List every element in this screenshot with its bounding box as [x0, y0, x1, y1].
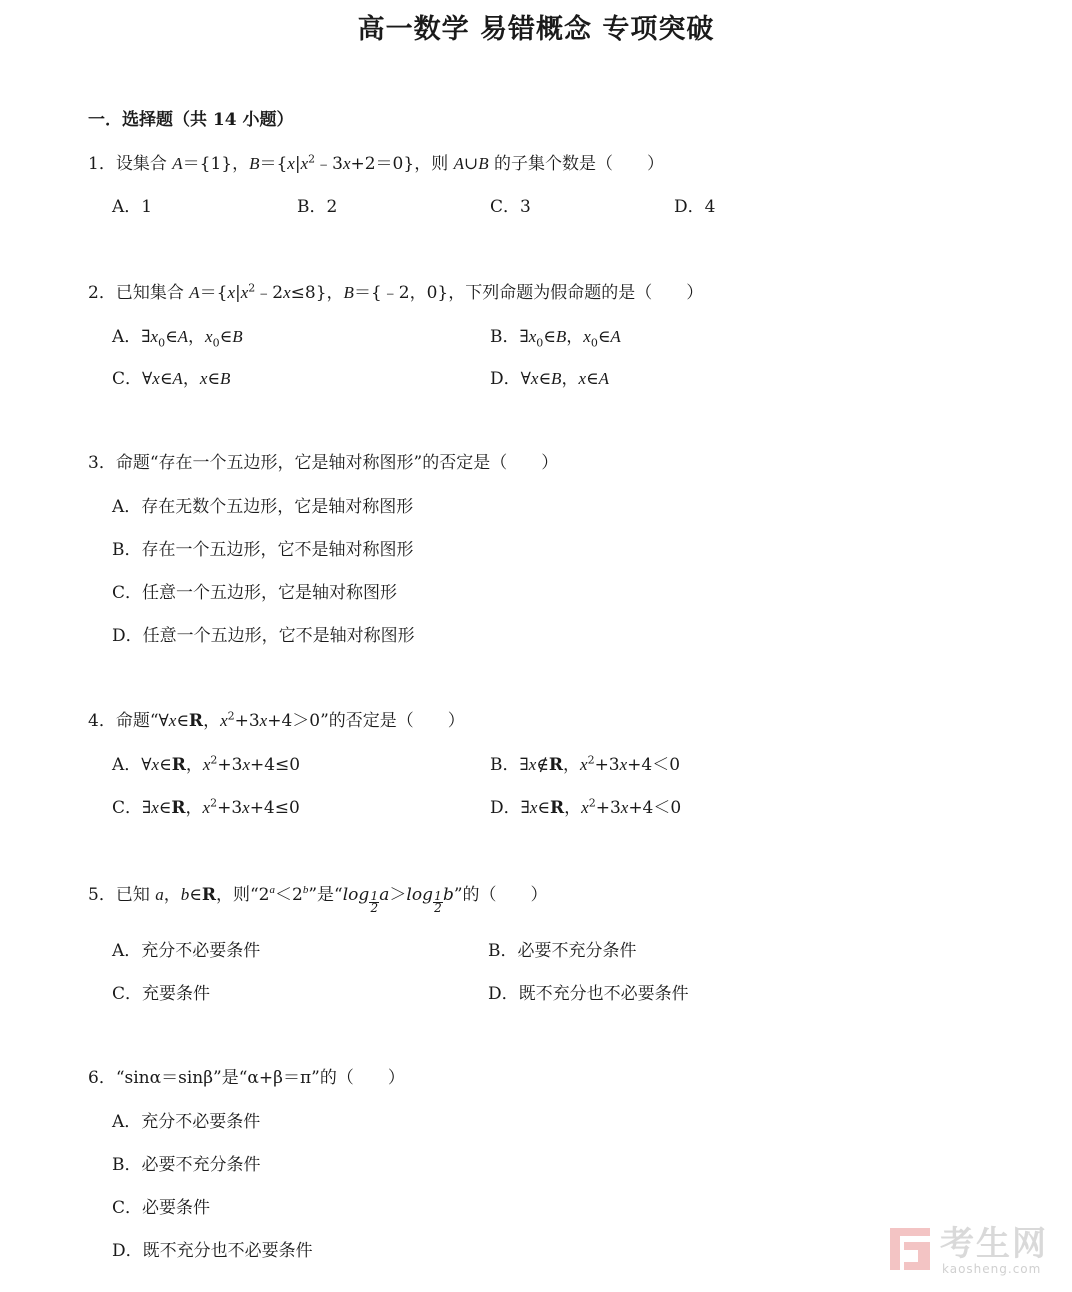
question-4-option-c[interactable]: C．∃x∈R，$x^2+3x+4\le 0$	[112, 796, 300, 818]
watermark-icon	[888, 1226, 932, 1272]
question-6-option-b[interactable]: B．必要不充分条件	[112, 1155, 261, 1175]
page-title: 高一数学 易错概念 专项突破	[357, 14, 715, 45]
question-5-option-b[interactable]: B．必要不充分条件	[488, 941, 637, 961]
question-4-option-a[interactable]: A．∀x∈R，$x^2+3x+4\le 0$	[112, 753, 301, 775]
question-3-option-b[interactable]: B．存在一个五边形，它不是轴对称图形	[112, 540, 414, 560]
question-6-stem: 6．“sinα＝sinβ”是“α+β＝π”的（ ）	[88, 1068, 405, 1088]
question-3-option-d[interactable]: D．任意一个五边形，它不是轴对称图形	[112, 626, 415, 646]
question-1-option-c[interactable]: C．3	[490, 197, 531, 217]
section-heading: 一．选择题（共 14 小题）	[88, 110, 294, 130]
question-2-option-a[interactable]: A．$\exists x_0\in A$，$x_0\in B$	[112, 327, 243, 350]
question-3-option-a[interactable]: A．存在无数个五边形，它是轴对称图形	[112, 497, 414, 517]
question-2-option-c[interactable]: C．∀x∈A，x∈B	[112, 369, 231, 389]
question-4-stem: 4．命题“∀x∈R，$x^2+3x+4>0$”的否定是（ ）	[88, 709, 465, 731]
question-2-option-b[interactable]: B．$\exists x_0\in B$，$x_0\in A$	[490, 327, 621, 350]
watermark-url: kaosheng.com	[942, 1262, 1042, 1276]
question-6-option-d[interactable]: D．既不充分也不必要条件	[112, 1241, 313, 1261]
question-2-option-d[interactable]: D．∀x∈B，x∈A	[490, 369, 609, 389]
question-3-stem: 3．命题“存在一个五边形，它是轴对称图形”的否定是（ ）	[88, 453, 559, 473]
question-1-option-b[interactable]: B．2	[297, 197, 338, 217]
question-6-option-a[interactable]: A．充分不必要条件	[112, 1112, 261, 1132]
question-5-option-a[interactable]: A．充分不必要条件	[112, 941, 261, 961]
watermark-logo	[888, 1224, 1058, 1280]
question-5-option-d[interactable]: D．既不充分也不必要条件	[488, 984, 689, 1004]
question-5-stem: 5．已知 a，b∈R，则“$2^a<2^b$”是“log $\frac{1}{2}$ a＞log $\frac{1}{2}$ b”的（ ）	[88, 884, 548, 915]
watermark-text: 考生网	[940, 1224, 1048, 1264]
question-3-option-c[interactable]: C．任意一个五边形，它是轴对称图形	[112, 583, 398, 603]
question-2-stem: 2．已知集合 $A=\{x|x^2﹣2x\le 8\}$，B＝{﹣2，0}，下列命题为假命题的是（ ）	[88, 281, 704, 303]
question-5-option-c[interactable]: C．充要条件	[112, 984, 211, 1004]
question-1-stem: 1．设集合 A＝{1}，$B=\{x|x^2﹣3x+2=0\}$，则 A∪B 的子集个数是（ ）	[88, 152, 665, 174]
question-6-option-c[interactable]: C．必要条件	[112, 1198, 211, 1218]
question-4-option-d[interactable]: D．∃x∈R，$x^2+3x+4<0$	[490, 796, 682, 818]
question-1-option-a[interactable]: A．1	[112, 197, 153, 217]
question-1-option-d[interactable]: D．4	[674, 197, 716, 217]
question-4-option-b[interactable]: B．∃x∉R，$x^2+3x+4<0$	[490, 753, 681, 775]
